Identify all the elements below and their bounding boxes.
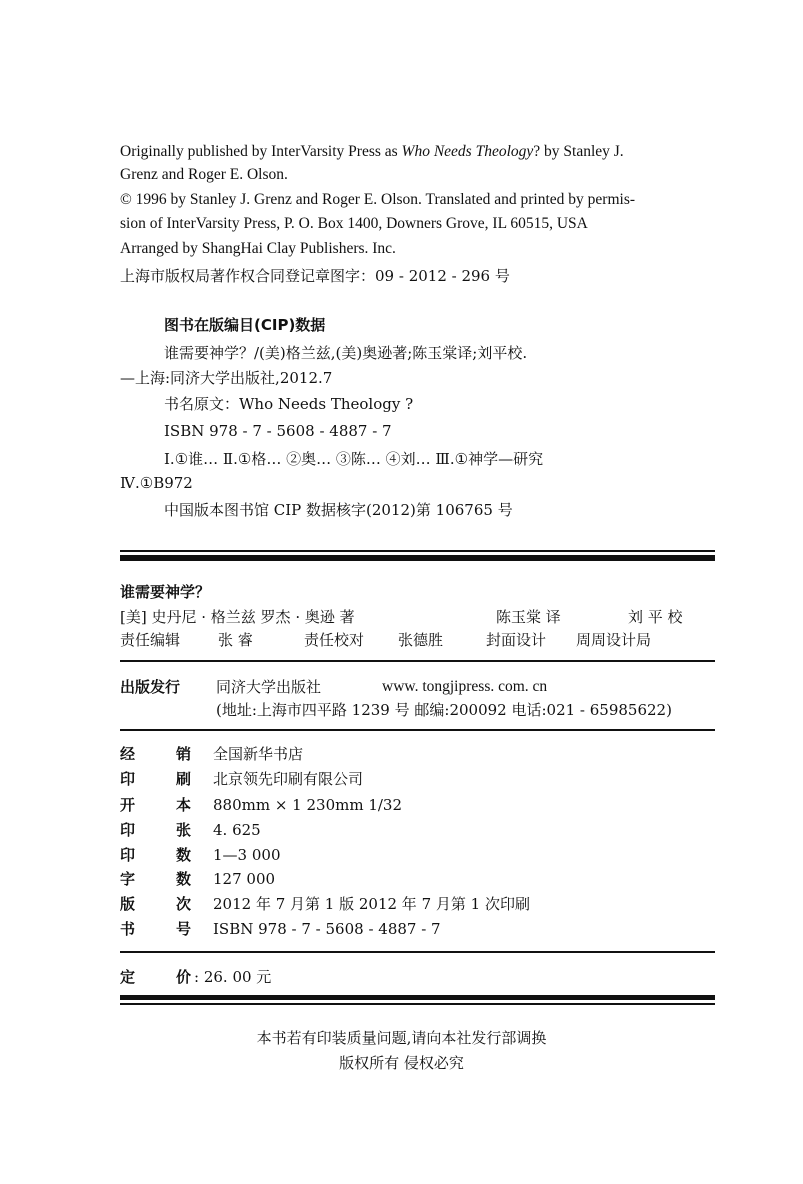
cover-designer: 周周设计局: [576, 631, 652, 649]
footer-notice-rights: 版权所有 侵权必究: [339, 1054, 464, 1072]
cip-verification: 中国版本图书馆 CIP 数据核字(2012)第 106765 号: [164, 501, 513, 519]
cip-class: Ⅳ.①B972: [120, 474, 193, 492]
publisher-address: (地址:上海市四平路 1239 号 邮编:200092 电话:021 - 65985622): [216, 701, 672, 719]
copyright-line-1: [120, 142, 624, 162]
checker-label: 责任校对: [304, 631, 365, 649]
copyright-line-1-suffix: ? by Stanley J.: [533, 143, 624, 160]
cip-original-title: 书名原文：Who Needs Theology ?: [164, 395, 414, 413]
publish-label: 出版发行: [120, 678, 181, 696]
cip-heading: 图书在版编目(CIP)数据: [164, 316, 326, 334]
copyright-line-4: sion of InterVarsity Press, P. O. Box 1400, Downers Grove, IL 60515, USA: [120, 215, 588, 232]
copyright-registration: 上海市版权局著作权合同登记章图字：09 - 2012 - 296 号: [120, 267, 510, 285]
divider-specs: [120, 951, 715, 953]
cip-title-line: 谁需要神学？/(美)格兰兹,(美)奥逊著;陈玉棠译;刘平校.: [164, 344, 528, 362]
publisher-name: 同济大学出版社: [216, 678, 322, 696]
divider-bottom-thick: [120, 995, 715, 1000]
original-title-italic: Who Needs Theology: [401, 143, 534, 160]
book-translator: 陈玉棠 译: [496, 608, 561, 626]
copyright-page: Originally published by InterVarsity Press as Who Needs Theology? by Stanley J. Grenz and Roger E. Olson. © 1996 by Stanley J. Grenz and Roger E. Olson. Translated and printed by permis- sion of InterVarsity Press, P. O. Box 1400, Downers Grove, IL 60515, USA Arranged by ShangHai Clay Publishers. Inc. 上海市版权局著作权合同登记章图字：09 - 2012 - 296 号 图书在版编目(CIP)数据 谁需要神学？/(美)格兰兹,(美)奥逊著;陈玉棠译;刘平校. —上海:同济大学出版社,2012.7 书名原文：Who Needs Theology ? ISBN 978 - 7 - 5608 - 4887 - 7 Ⅰ.①谁… Ⅱ.①格… ②奥… ③陈… ④刘… Ⅲ.①神学—研究 Ⅳ.①B972 中国版本图书馆 CIP 数据核字(2012)第 106765 号 谁需要神学？ [美] 史丹尼 · 格兰兹 罗杰 · 奥逊 著 陈玉棠 译 刘 平 校 责任编辑 张 睿 责任校对 张德胜 封面设计 周周设计局 出版发行 同济大学出版社 www. tongjipress. com. cn (地址:上海市四平路 1239 号 邮编:200092 电话:021 - 65985622) 经 销 全国新华书店 印 刷 北京领先印刷有限公司 开 本 880mm × 1 230mm 1/32 印 张 4. 625 印 数 1—3 000 字 数 127 000 版 次 2012 年 7 月第 1 版 2012 年 7 月第 1 次印刷 书 号 ISBN 978 - 7 - 5608 - 4887 - 7 定 价 : 26. 00 元 本书若有印装质量问题,请向本社发行部调换 版权所有 侵权必究: [0, 0, 803, 1184]
footer-notice-exchange: 本书若有印装质量问题,请向本社发行部调换: [256, 1029, 547, 1047]
cip-isbn: ISBN 978 - 7 - 5608 - 4887 - 7: [164, 422, 392, 440]
copyright-line-1-prefix: Originally published by InterVarsity Press as: [120, 143, 402, 160]
cover-label: 封面设计: [486, 631, 547, 649]
cip-subjects: Ⅰ.①谁… Ⅱ.①格… ②奥… ③陈… ④刘… Ⅲ.①神学—研究: [164, 450, 544, 468]
cip-publisher-line: —上海:同济大学出版社,2012.7: [120, 369, 333, 387]
editor-label: 责任编辑: [120, 631, 181, 649]
book-proofreader: 刘 平 校: [628, 608, 683, 626]
copyright-line-5: Arranged by ShangHai Clay Publishers. Inc.: [120, 240, 396, 257]
divider-publisher: [120, 729, 715, 731]
divider-credits: [120, 660, 715, 662]
editor-name: 张 睿: [218, 631, 253, 649]
divider-thick: [120, 555, 715, 561]
checker-name: 张德胜: [398, 631, 444, 649]
copyright-line-2: Grenz and Roger E. Olson.: [120, 166, 288, 183]
book-title: 谁需要神学？: [120, 583, 211, 601]
divider-thin-top: [120, 550, 715, 552]
publisher-website: www. tongjipress. com. cn: [382, 678, 548, 695]
book-authors: [美] 史丹尼 · 格兰兹 罗杰 · 奥逊 著: [120, 608, 355, 626]
divider-bottom-thin: [120, 1003, 715, 1005]
copyright-line-3: © 1996 by Stanley J. Grenz and Roger E. Olson. Translated and printed by permis-: [120, 191, 636, 208]
